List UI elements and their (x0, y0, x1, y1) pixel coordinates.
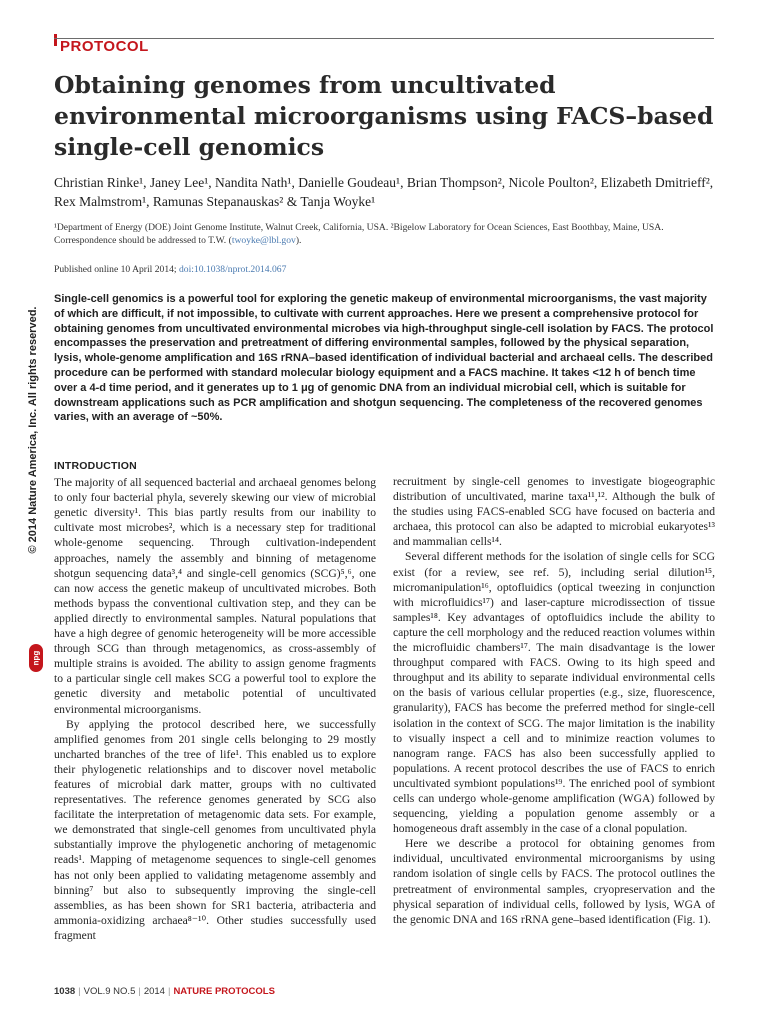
year: 2014 (143, 986, 165, 997)
journal-name: NATURE PROTOCOLS (173, 986, 275, 997)
body-paragraph: Several different methods for the isolation of single cells for SCG exist (for a review, see ref. 5), including serial dilution¹⁵, micromanipulation¹⁶, optofluidics (optical tweezing in conjunction with microfluidics¹⁷) and laser-capture microdissection of tissue samples¹⁸. Key advantages of optofluidics include the ability to capture the cell morphology and the reduced reaction volumes within the microfluidic chambers¹⁷. The main disadvantage is the lower throughput compared with FACS. Owing to its high speed and throughput and its ability to separate individual environmental cells on the basis of various cellular properties (e.g., size, fluorescence, granularity), FACS has become the preferred method for single-cell isolation in the context of SCG. The major limitation is the inability to visually inspect a cell and to minimize reaction volumes to nanogram range. FACS has also been successfully applied to populations. A recent protocol describes the use of FACS to enrich uncultivated symbiont populations¹⁹. The enriched pool of symbiont cells can undergo whole-genome amplification (WGA) followed by sequencing, yielding a population genome assembly or a homogeneous draft assembly in the case of a clonal population. (393, 550, 715, 836)
affiliations-text: ¹Department of Energy (DOE) Joint Genome Institute, Walnut Creek, California, USA. ²Bigelow Laboratory for Ocean Sciences, East Boothbay, Maine, USA. Correspondence should be addressed to T.W. ( (54, 222, 664, 246)
body-paragraph: Here we describe a protocol for obtaining genomes from individual, uncultivated environmental microorganisms by using random isolation of single cells by FACS. The protocol outlines the pretreatment of environmental samples, cryopreservation and the physical separation of individual cells, followed by lysis, WGA of the genomic DNA and 16S rRNA gene–based identification (Fig. 1). (393, 837, 715, 926)
introduction-heading: INTRODUCTION (54, 460, 137, 472)
page-footer: 1038 | VOL.9 NO.5 | 2014 | NATURE PROTOCOLS (54, 986, 275, 997)
published-date-text: Published online 10 April 2014; (54, 264, 179, 275)
section-tag: PROTOCOL (60, 38, 149, 55)
copyright-sidebar (25, 240, 41, 620)
npg-logo (29, 644, 43, 672)
article-title: Obtaining genomes from uncultivated environmental microorganisms using FACS–based single-cell genomics (54, 71, 714, 161)
body-paragraph: recruitment by single-cell genomes to investigate biogeographic distribution of uncultivated, marine taxa¹¹,¹². Although the bulk of the studies using FACS-enabled SCG have focused on bacteria and archaea, this protocol can also be adapted to microbial eukaryotes¹³ and mammalian cells¹⁴. (393, 475, 715, 549)
page-number: 1038 (54, 986, 76, 997)
copyright-text: © 2014 Nature America, Inc. All rights reserved. (27, 306, 39, 554)
header-accent-tick (54, 34, 57, 46)
body-paragraph: The majority of all sequenced bacterial and archaeal genomes belong to only four bacterial phyla, severely skewing our view of microbial genetic diversity¹. This bias partly results from our inability to cultivate most microbes², which is a necessary step for traditional whole-genome sequencing. Through cultivation-independent approaches, namely the assembly and binning of metagenome shotgun sequencing data³,⁴ and single-cell genomics (SCG)⁵,⁶, one can now access the genetic makeup of uncultivated microbes. Both methods bypass the conventional cultivation step, and they can be applied directly to environmental samples. Natural populations that have a high degree of genomic heterogeneity will be more accessible through SCG than through metagenomics, as cross-assembly of multiple strains is avoided. The ability to assign genome fragments to a particular single cell makes SCG a powerful tool to explore the genetic diversity and metabolic potential of uncultivated environmental microorganisms. (54, 476, 376, 716)
abstract: Single-cell genomics is a powerful tool for exploring the genetic makeup of environmental microorganisms, the vast majority of which are difficult, if not impossible, to cultivate with current approaches. Here we present a comprehensive protocol for obtaining genomes from uncultivated environmental microbes via high-throughput single-cell isolation by FACS. The protocol encompasses the preservation and pretreatment of differing environmental samples, followed by the physical separation, lysis, whole-genome amplification and 16S rRNA–based identification of individual bacterial and archaeal cells. The described procedure can be performed with standard molecular biology equipment and a FACS machine. It takes <12 h of bench time over a 4-d time period, and it generates up to 1 μg of genomic DNA from an individual microbial cell, which is suitable for downstream applications such as PCR amplification and shotgun sequencing. The completeness of the recovered genomes varies, with an average of ~50%. (54, 293, 714, 424)
npg-logo-text: npg (31, 650, 41, 666)
publication-info (54, 264, 286, 275)
body-column-left (54, 459, 376, 943)
affiliations (54, 222, 724, 247)
volume-issue: VOL.9 NO.5 (83, 986, 136, 997)
author-list: Christian Rinke¹, Janey Lee¹, Nandita Nath¹, Danielle Goudeau¹, Brian Thompson², Nicole Poulton², Elizabeth Dmitrieff², Rex Malmstrom¹, Ramunas Stepanauskas² & Tanja Woyke¹ (54, 175, 714, 209)
body-paragraph: By applying the protocol described here, we successfully amplified genomes from 201 single cells belonging to 29 mostly uncharted branches of the tree of life¹. This enabled us to explore their phylogenetic relationships and to discover novel metabolic features of microbial dark matter, groups with no cultivated representatives. The reference genomes generated by SCG also facilitate the interpretation of metagenomic data sets. For example, we demonstrated that single-cell genomes from uncultivated phyla substantially improve the phylogenetic anchoring of metagenomic reads¹. Mapping of metagenome sequences to single-cell genomes has not only been applied to validating metagenome assembly and binning⁷ but also to subsequently improving the single-cell assemblies, as has been shown for SR1 bacteria, atribacteria and ammonia-oxidizing archaea⁸⁻¹⁰. Other studies successfully used fragment (54, 717, 376, 942)
header-rule (54, 38, 714, 39)
affiliations-close: ). (295, 234, 302, 246)
correspondence-email-link[interactable]: twoyke@lbl.gov (231, 234, 296, 246)
body-column-right (393, 474, 715, 927)
doi-link[interactable]: doi:10.1038/nprot.2014.067 (179, 264, 287, 275)
